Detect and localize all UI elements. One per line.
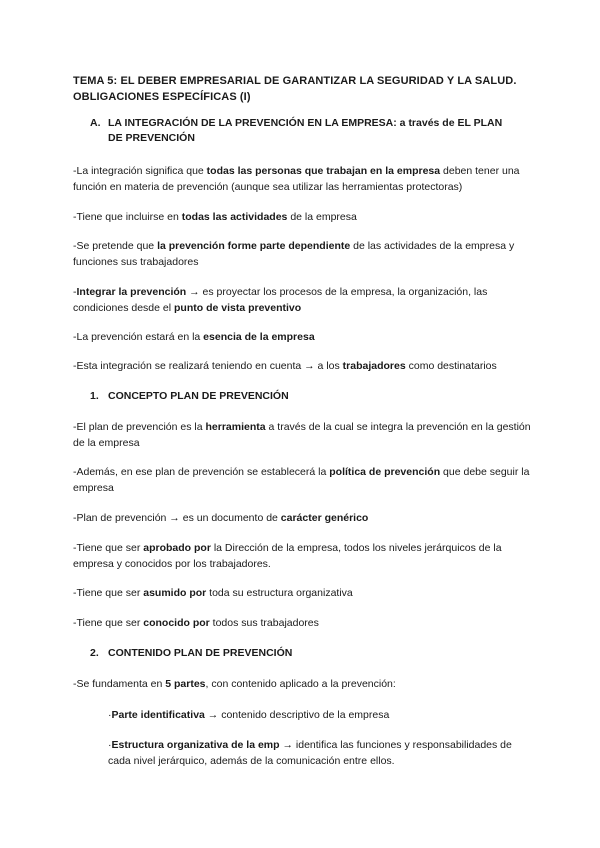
text-run: la Dirección de la empresa, todos los niveles jerárquicos de la empresa y conocidos por los trabajadores.: [73, 542, 502, 570]
text-run: -Se fundamenta en: [73, 678, 166, 690]
paragraph-10: [73, 540, 533, 572]
bold-run: 5 partes: [165, 678, 206, 690]
paragraph-1: [73, 163, 533, 195]
text-run: → es proyectar los procesos de la empresa, la organización, las condiciones desde el: [73, 286, 488, 314]
bold-run: herramienta: [205, 421, 266, 433]
text-run: -La integración significa que: [73, 165, 207, 177]
paragraph-11: [73, 585, 533, 601]
paragraph-7: [73, 419, 533, 451]
title-line-1: TEMA 5: EL DEBER EMPRESARIAL DE GARANTIZAR LA SEGURIDAD Y LA SALUD.: [73, 75, 517, 87]
text-run: -Tiene que ser: [73, 617, 144, 629]
paragraph-6: [73, 358, 533, 374]
bold-run: la prevención forme parte dependiente: [157, 240, 351, 252]
text-run: → contenido descriptivo de la empresa: [204, 709, 390, 721]
bold-run: asumido por: [143, 587, 207, 599]
text-run: -Se pretende que: [73, 240, 158, 252]
paragraph-9: [73, 510, 533, 526]
text-run: de la empresa: [287, 211, 357, 223]
section-2-heading: [90, 646, 530, 661]
paragraph-5: [73, 329, 533, 345]
paragraph-13: [73, 676, 533, 692]
text-run: que debe seguir la empresa: [73, 466, 530, 494]
text-run: -Tiene que incluirse en: [73, 211, 182, 223]
section-a-text-1: LA INTEGRACIÓN DE LA PREVENCIÓN EN LA EMPRESA: a través de EL PLAN: [108, 117, 503, 129]
section-a-marker: A.: [90, 117, 101, 129]
bold-run: Estructura organizativa de la emp: [111, 739, 280, 751]
text-run: -: [73, 286, 77, 298]
bold-run: Integrar la prevención: [76, 286, 187, 298]
bold-run: punto de vista preventivo: [174, 302, 302, 314]
bold-run: Parte identificativa: [111, 709, 205, 721]
text-run: , con contenido aplicado a la prevención:: [205, 678, 396, 690]
section-1-marker: 1.: [90, 390, 99, 402]
text-run: -El plan de prevención es la: [73, 421, 206, 433]
paragraph-4: [73, 284, 533, 316]
text-run: toda su estructura organizativa: [206, 587, 353, 599]
section-a-text-2: DE PREVENCIÓN: [108, 132, 195, 144]
document-title: [73, 73, 533, 105]
text-run: -Esta integración se realizará teniendo en cuenta → a los: [73, 360, 343, 372]
section-a-heading: [90, 116, 530, 146]
text-run: de las actividades de la empresa y funciones sus trabajadores: [73, 240, 515, 268]
paragraph-2: [73, 209, 533, 225]
bullet-item-2: [108, 737, 533, 769]
bold-run: esencia de la empresa: [203, 331, 315, 343]
text-run: -Tiene que ser: [73, 587, 144, 599]
section-1-text: CONCEPTO PLAN DE PREVENCIÓN: [108, 390, 289, 402]
text-run: deben tener una función en materia de prevención (aunque sea utilizar las herramientas protectoras): [73, 165, 520, 193]
bold-run: política de prevención: [329, 466, 441, 478]
section-2-text: CONTENIDO PLAN DE PREVENCIÓN: [108, 647, 293, 659]
text-run: -Tiene que ser: [73, 542, 144, 554]
paragraph-3: [73, 238, 533, 270]
bold-run: trabajadores: [342, 360, 406, 372]
bold-run: todas las personas que trabajan en la empresa: [206, 165, 441, 177]
bullet-dot: ·: [108, 709, 112, 721]
text-run: → identifica las funciones y responsabilidades de cada nivel jerárquico, además de la comunicación entre ellos.: [108, 739, 512, 767]
text-run: -Plan de prevención → es un documento de: [73, 512, 281, 524]
text-run: -La prevención estará en la: [73, 331, 204, 343]
text-run: todos sus trabajadores: [209, 617, 319, 629]
section-1-heading: [90, 389, 530, 404]
section-2-marker: 2.: [90, 647, 99, 659]
bold-run: carácter genérico: [280, 512, 369, 524]
text-run: como destinatarios: [405, 360, 497, 372]
paragraph-12: [73, 615, 533, 631]
bold-run: todas las actividades: [181, 211, 288, 223]
text-run: -Además, en ese plan de prevención se establecerá la: [73, 466, 330, 478]
bullet-item-1: [108, 707, 533, 723]
bold-run: aprobado por: [143, 542, 211, 554]
bold-run: conocido por: [143, 617, 210, 629]
title-line-2: OBLIGACIONES ESPECÍFICAS (I): [73, 91, 251, 103]
bullet-dot: ·: [108, 739, 112, 751]
text-run: a través de la cual se integra la prevención en la gestión de la empresa: [73, 421, 531, 449]
paragraph-8: [73, 464, 533, 496]
